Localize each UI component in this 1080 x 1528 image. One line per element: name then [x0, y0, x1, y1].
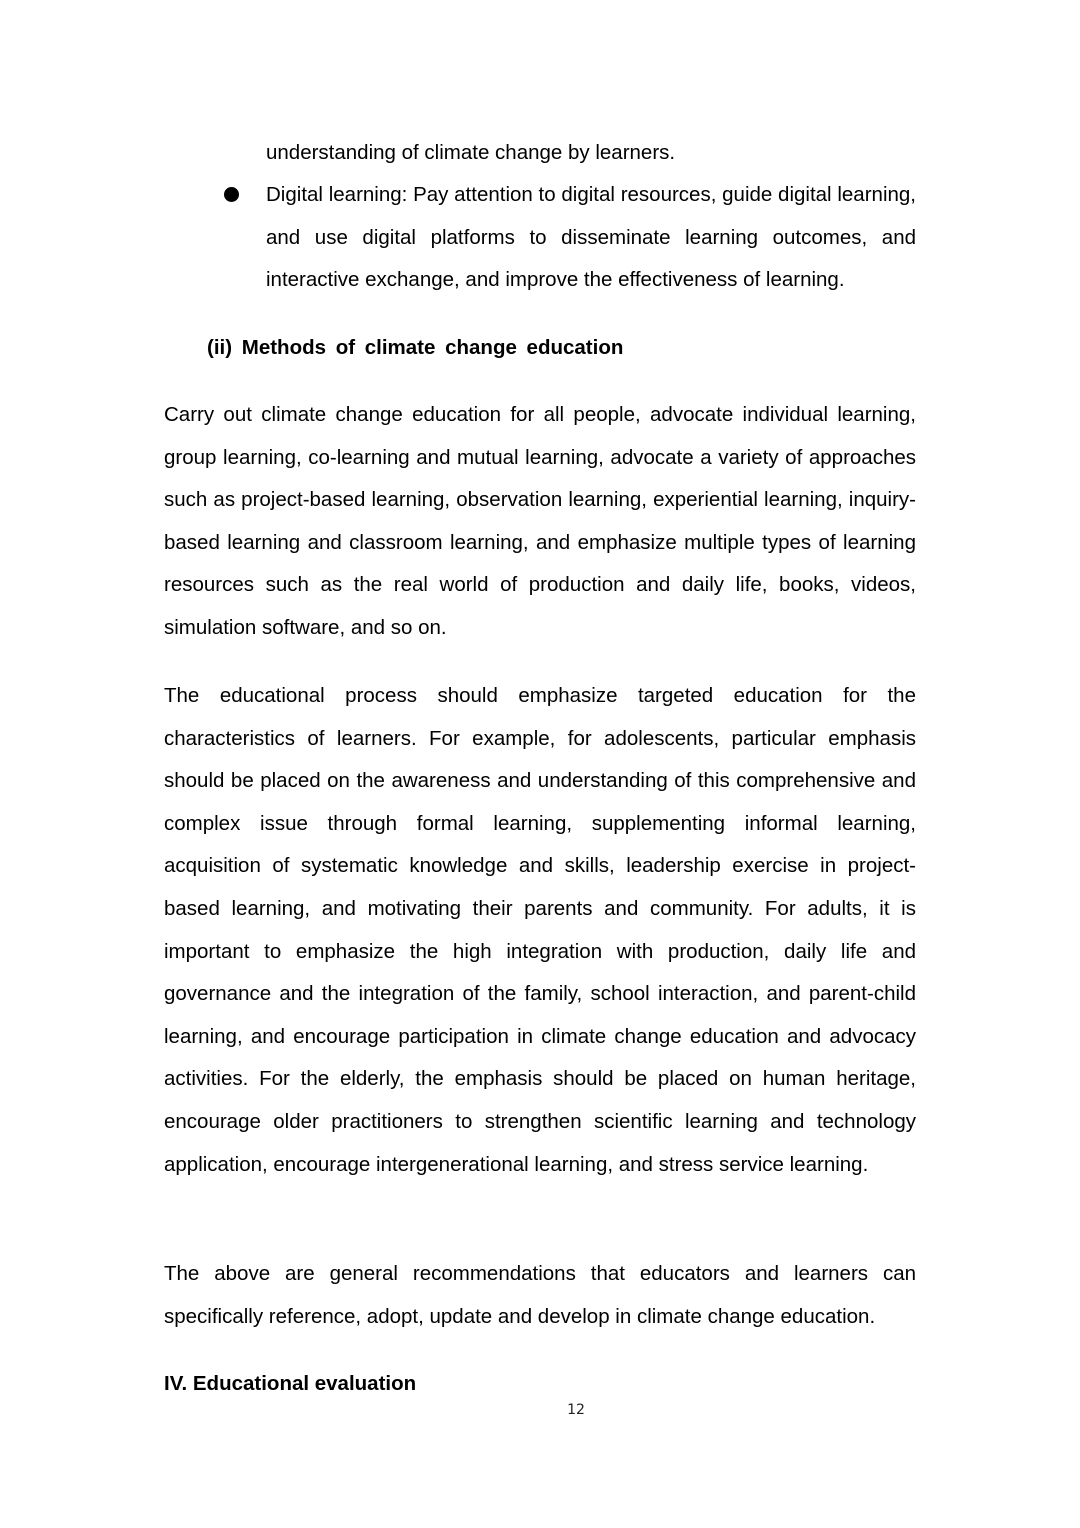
bullet-item-digital-learning: Digital learning: Pay attention to digital resources, guide digital learning, and use digital platforms to disseminate learning outcomes, and interactive exchange, and improve the effectiveness of learning.: [266, 183, 916, 292]
paragraph: Carry out climate change education for all people, advocate individual learning, group learning, co-learning and mutual learning, advocate a variety of approaches such as project-based learning, observation learning, experiential learning, inquiry-based learning and classroom learning, and emphasize multiple types of learning resources such as the real world of production and daily life, books, videos, simulation software, and so on.: [164, 403, 916, 639]
continuation-text: understanding of climate change by learners.: [266, 141, 676, 164]
page-number: 12: [567, 1402, 585, 1418]
bullet-dot-icon: [224, 187, 239, 202]
paragraph: The educational process should emphasize targeted education for the characteristics of learners. For example, for adolescents, particular emphasis should be placed on the awareness and understanding of this comprehensive and complex issue through formal learning, supplementing informal learning, acquisition of systematic knowledge and skills, leadership exercise in project-based learning, and motivating their parents and community. For adults, it is important to emphasize the high integration with production, daily life and governance and the integration of the family, school interaction, and parent-child learning, and encourage participation in climate change education and advocacy activities. For the elderly, the emphasis should be placed on human heritage, encourage older practitioners to strengthen scientific learning and technology application, encourage intergenerational learning, and stress service learning.: [164, 684, 916, 1176]
paragraph: The above are general recommendations that educators and learners can specifically reference, adopt, update and develop in climate change education.: [164, 1262, 916, 1328]
subsection-heading: (ii) Methods of climate change education: [207, 336, 624, 359]
section-heading: IV. Educational evaluation: [164, 1372, 417, 1395]
